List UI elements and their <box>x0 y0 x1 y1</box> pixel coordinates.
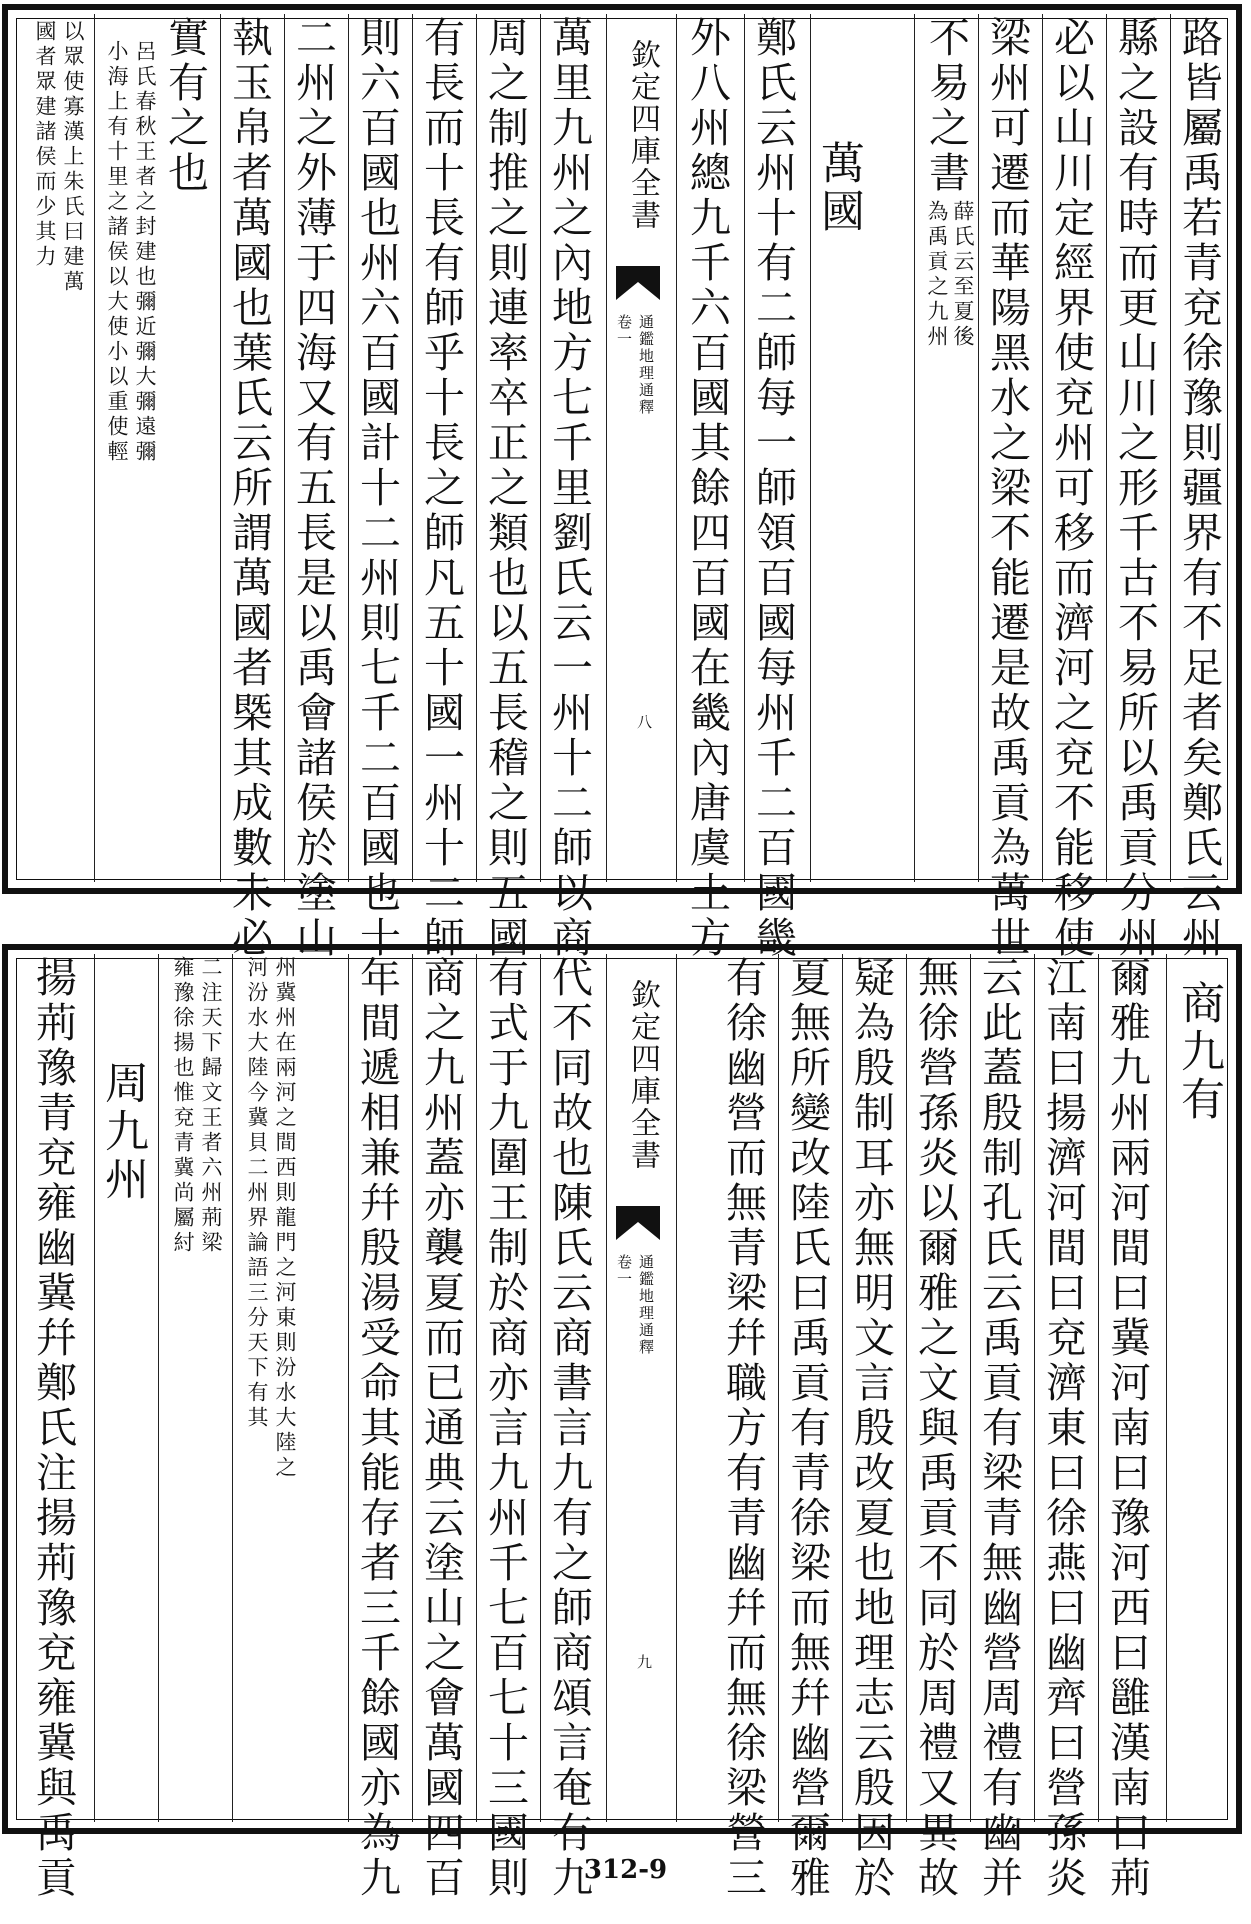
section-heading-shang: 商九有 <box>1173 980 1224 1124</box>
text-column: 外八州總九千六百國其餘四百國在畿內唐虞土方 <box>683 16 731 961</box>
text-column: 揚荊豫青兗雍幽冀幷鄭氏注揚荊豫兗雍冀與禹貢 <box>29 956 77 1901</box>
note-column-state <box>236 956 300 1820</box>
book-title: 通鑑地理通釋 <box>637 314 655 416</box>
text-column: 萬里九州之內地方七千里劉氏云一州十二師以商 <box>545 16 593 961</box>
text-column: 梁州可遷而華陽黑水之梁不能遷是故禹貢為萬世 <box>983 16 1031 961</box>
text-column: 則六百國也州六百國計十二州則七千二百國也十 <box>353 16 401 961</box>
text-column: 必以山川定經界使兗州可移而濟河之兗不能移使 <box>1047 16 1095 961</box>
text-column: 商之九州蓋亦襲夏而已通典云塗山之會萬國四百 <box>417 956 465 1901</box>
note-line: 小海上有十里之諸侯以大使小以重使輕 <box>105 40 129 465</box>
text-column: 執玉帛者萬國也葉氏云所謂萬國者槩其成數未必 <box>225 16 273 961</box>
note-column-zhu <box>24 20 88 884</box>
fishtail-mark-icon <box>616 266 660 300</box>
text-column: 疑為殷制耳亦無明文言殷改夏也地理志云殷因於 <box>847 956 895 1901</box>
folio-number: 312-9 <box>583 1855 668 1885</box>
note-line: 呂氏春秋王者之封建也彌近彌大彌遠彌 <box>133 40 157 465</box>
note-line: 雍豫徐揚也惟兗青冀尚屬紂 <box>171 956 195 1256</box>
page-number: 九 <box>635 1654 653 1669</box>
juan-label: 卷一 <box>615 314 633 348</box>
text-column: 有長而十長有師乎十長之師凡五十國一州十二師 <box>417 16 465 961</box>
note-line: 二注天下歸文王者六州荊梁 <box>199 956 223 1256</box>
text-column: 無徐營孫炎以爾雅之文與禹貢不同於周禮又異故 <box>911 956 959 1901</box>
note-line: 以眾使寡漢上朱氏曰建萬 <box>61 20 85 295</box>
text-column: 代不同故也陳氏云商書言九有之師商頌言奄有九 <box>545 956 593 1901</box>
header-title: 欽定四庫全書 <box>625 39 660 231</box>
text-column: 周之制推之則連率卒正之類也以五長稽之則五國 <box>481 16 529 961</box>
note-column-xue <box>918 200 982 1064</box>
note-line: 州冀州在兩河之間西則龍門之河東則汾水大陸之 <box>273 956 297 1481</box>
text-column: 不易之書 <box>922 16 970 196</box>
juan-label: 卷一 <box>615 1254 633 1288</box>
note-line: 河汾水大陸今冀貝二州界論語三分天下有其 <box>245 956 269 1431</box>
text-column: 路皆屬禹若青兗徐豫則疆界有不足者矣鄭氏云州 <box>1175 16 1223 961</box>
top-page <box>0 0 1251 961</box>
page-number: 八 <box>635 714 653 729</box>
note-column-lu <box>96 40 160 904</box>
note-line: 為禹貢之九州 <box>925 200 949 350</box>
note-line: 薛氏云至夏後 <box>951 200 975 350</box>
text-column: 江南曰揚濟河間曰兗濟東曰徐燕曰幽齊曰營孫炎 <box>1039 956 1087 1901</box>
section-heading-zhou: 周九州 <box>97 1060 148 1204</box>
section-heading-wanguo: 萬國 <box>813 140 864 236</box>
text-column: 鄭氏云州十有二師每一師領百國每州千二百國畿 <box>749 16 797 961</box>
note-line: 國者眾建諸侯而少其力 <box>33 20 57 270</box>
book-title: 通鑑地理通釋 <box>637 1254 655 1356</box>
fishtail-mark-icon <box>616 1206 660 1240</box>
text-column: 有徐幽營而無青梁幷職方有青幽幷而無徐梁營三 <box>719 956 767 1901</box>
text-column: 年間遞相兼幷殷湯受命其能存者三千餘國亦為九 <box>353 956 401 1901</box>
text-column: 二州之外薄于四海又有五長是以禹會諸侯於塗山 <box>289 16 337 961</box>
text-column: 縣之設有時而更山川之形千古不易所以禹貢分州 <box>1111 16 1159 961</box>
fold-center <box>612 954 664 1822</box>
fold-center <box>612 14 664 882</box>
note-column-zhou <box>162 956 226 1820</box>
text-column: 有式于九圍王制於商亦言九州千七百七十三國則 <box>481 956 529 1901</box>
text-column: 爾雅九州兩河間曰冀河南曰豫河西曰雝漢南曰荊 <box>1103 956 1151 1901</box>
header-title: 欽定四庫全書 <box>625 979 660 1171</box>
text-column: 夏無所變改陸氏曰禹貢有青徐梁而無幷幽營爾雅 <box>783 956 831 1901</box>
text-column: 實有之也 <box>161 16 209 196</box>
text-column: 云此蓋殷制孔氏云禹貢有梁青無幽營周禮有幽并 <box>975 956 1023 1901</box>
